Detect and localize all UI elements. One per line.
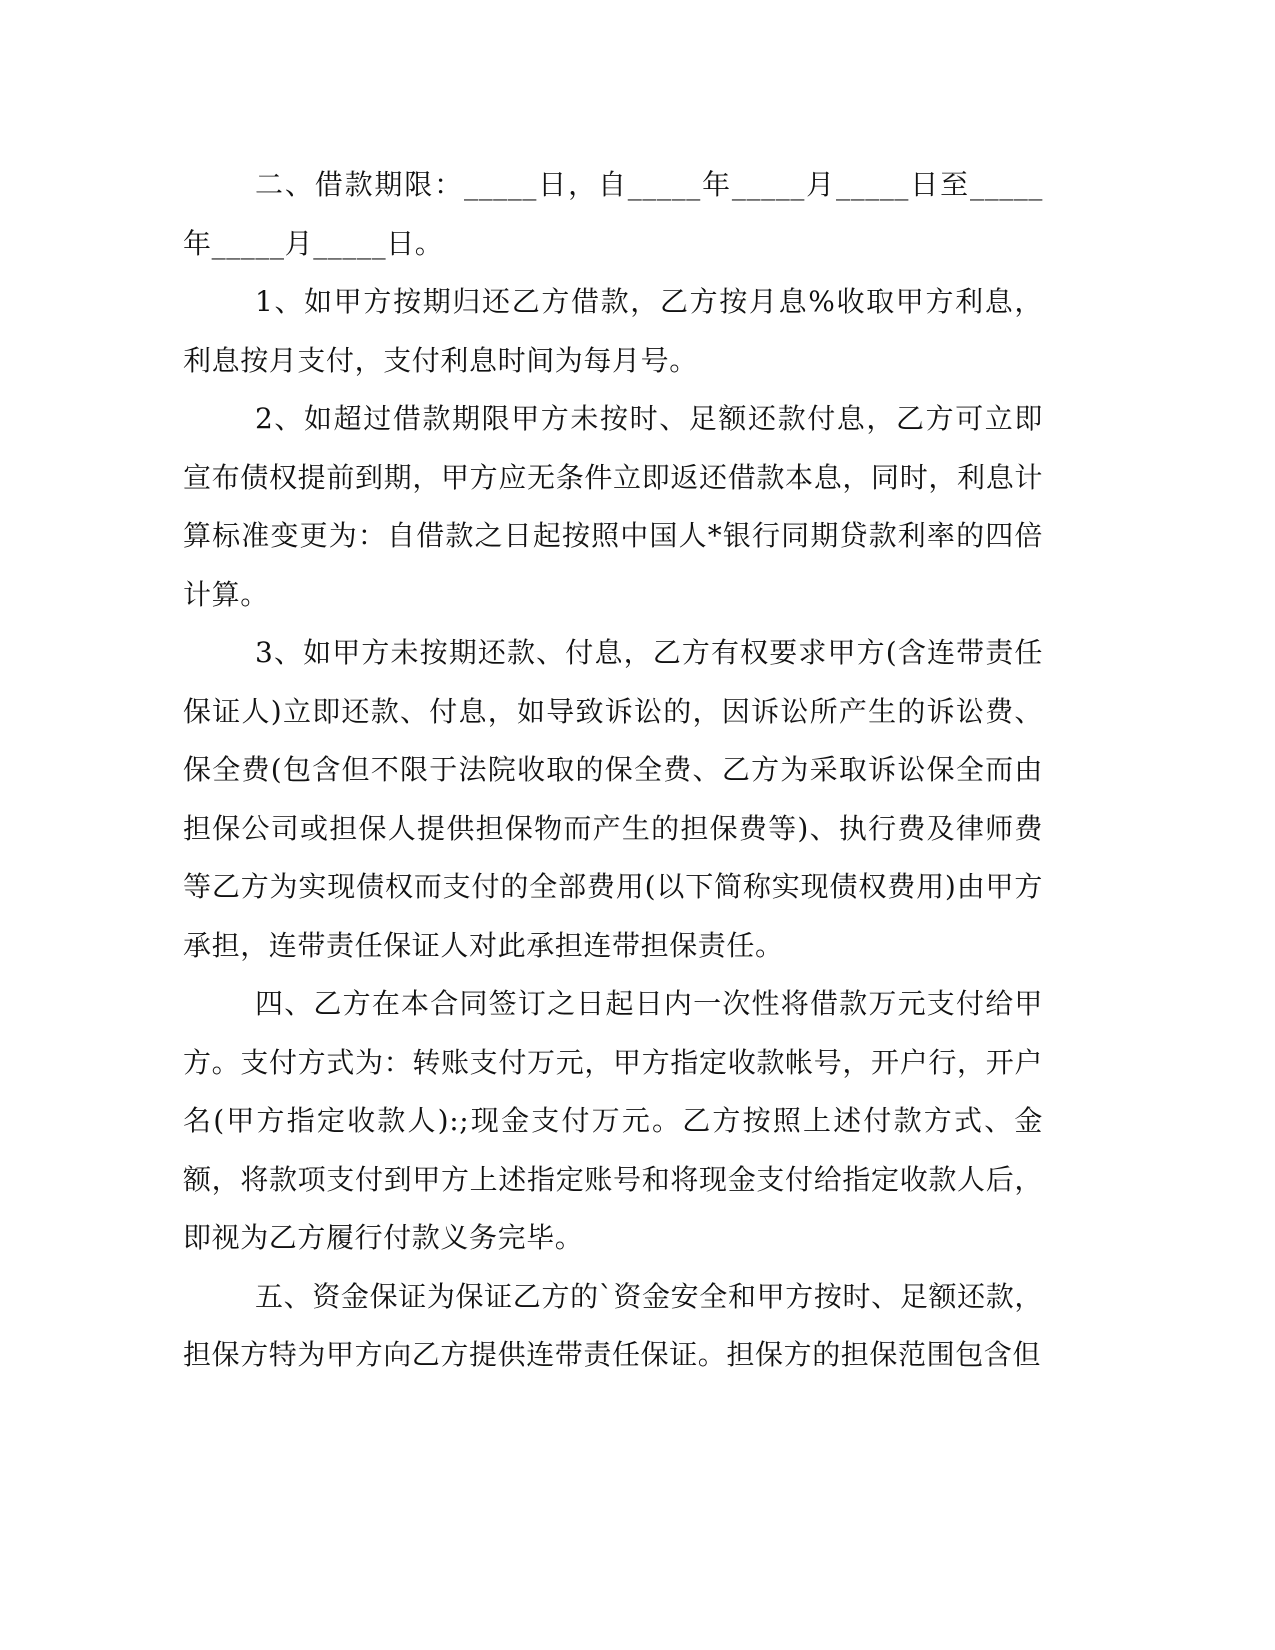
paragraph-overdue: 2、如超过借款期限甲方未按时、足额还款付息，乙方可立即宣布债权提前到期，甲方应无条件立即返还借款本息，同时，利息计算标准变更为：自借款之日起按照中国人*银行同期贷款利率的四倍计算。 [183,402,1043,611]
paragraph-guarantee: 五、资金保证为保证乙方的`资金安全和甲方按时、足额还款，担保方特为甲方向乙方提供连带责任保证。担保方的担保范围包含但 [183,1279,1043,1371]
paragraph-interest: 1、如甲方按期归还乙方借款，乙方按月息%收取甲方利息，利息按月支付，支付利息时间为每月号。 [183,285,1043,377]
paragraph-loan-term: 二、借款期限：_____日，自_____年_____月_____日至_____年_____月_____日。 [183,168,1043,260]
paragraph-payment: 四、乙方在本合同签订之日起日内一次性将借款万元支付给甲方。支付方式为：转账支付万元，甲方指定收款帐号，开户行，开户名(甲方指定收款人):;现金支付万元。乙方按照上述付款方式、金额，将款项支付到甲方上述指定账号和将现金支付给指定收款人后，即视为乙方履行付款义务完毕。 [183,987,1043,1254]
paragraph-litigation-costs: 3、如甲方未按期还款、付息，乙方有权要求甲方(含连带责任保证人)立即还款、付息，如导致诉讼的，因诉讼所产生的诉讼费、保全费(包含但不限于法院收取的保全费、乙方为采取诉讼保全而由担保公司或担保人提供担保物而产生的担保费等)、执行费及律师费等乙方为实现债权而支付的全部费用(以下简称实现债权费用)由甲方承担，连带责任保证人对此承担连带担保责任。 [183,636,1043,962]
document-body [183,156,1043,1385]
